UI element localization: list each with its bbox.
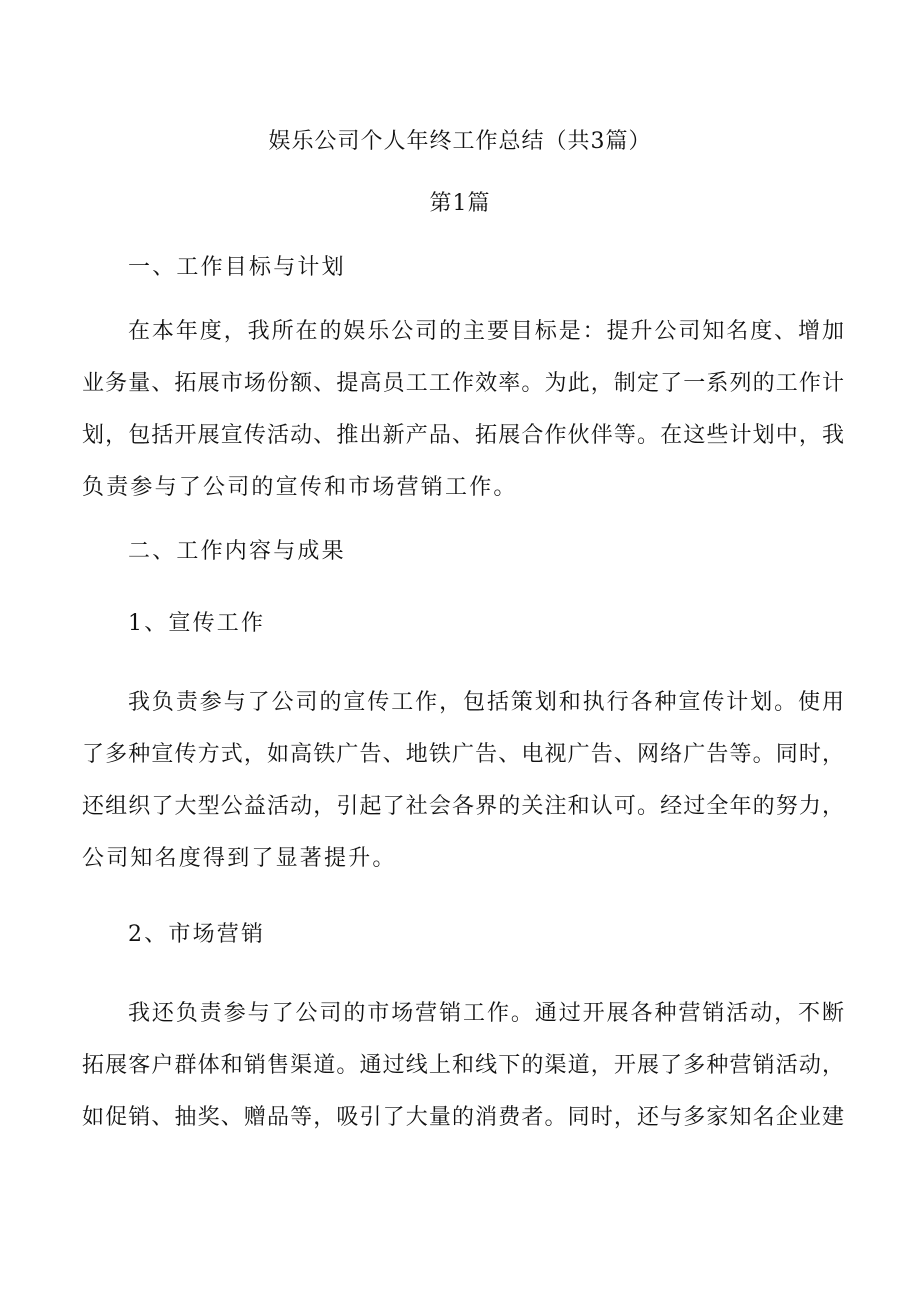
section-heading-content: 二、工作内容与成果: [128, 539, 346, 564]
paragraph-line: 我负责参与了公司的宣传工作，包括策划和执行各种宣传计划。使用: [128, 690, 844, 715]
subheading-publicity: 1、宣传工作: [128, 611, 266, 636]
paragraph-line: 还组织了大型公益活动，引起了社会各界的关注和认可。经过全年的努力，: [82, 794, 844, 819]
paragraph-line: 业务量、拓展市场份额、提高员工工作效率。为此，制定了一系列的工作计: [82, 371, 844, 396]
paragraph-line: 在本年度，我所在的娱乐公司的主要目标是：提升公司知名度、增加: [128, 319, 844, 344]
paragraph-line: 公司知名度得到了显著提升。: [82, 846, 397, 871]
subheading-marketing: 2、市场营销: [128, 922, 266, 947]
paragraph-line: 我还负责参与了公司的市场营销工作。通过开展各种营销活动，不断: [128, 1001, 844, 1026]
paragraph-line: 划，包括开展宣传活动、推出新产品、拓展合作伙伴等。在这些计划中，我: [82, 423, 844, 448]
paragraph-line: 如促销、抽奖、赠品等，吸引了大量的消费者。同时，还与多家知名企业建: [82, 1105, 844, 1130]
paragraph-line: 负责参与了公司的宣传和市场营销工作。: [82, 475, 518, 500]
part-heading: 第1篇: [429, 191, 491, 216]
section-heading-goals: 一、工作目标与计划: [128, 255, 346, 280]
document-title: 娱乐公司个人年终工作总结（共3篇）: [268, 129, 652, 154]
paragraph-line: 了多种宣传方式，如高铁广告、地铁广告、电视广告、网络广告等。同时，: [82, 742, 844, 767]
paragraph-line: 拓展客户群体和销售渠道。通过线上和线下的渠道，开展了多种营销活动，: [82, 1053, 844, 1078]
